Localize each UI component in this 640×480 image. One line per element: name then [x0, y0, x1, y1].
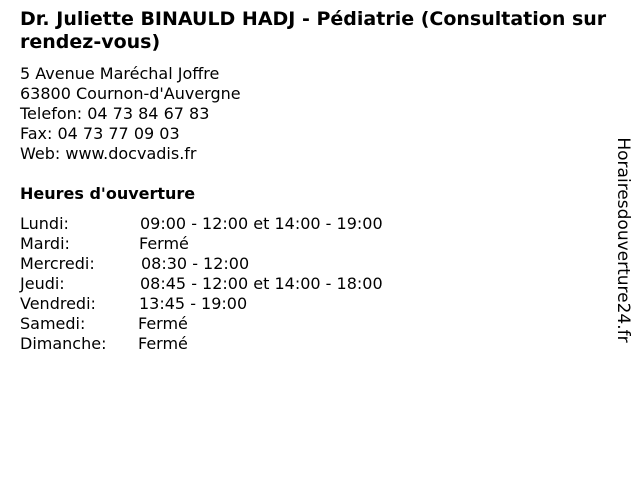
city-postcode: 63800 Cournon-d'Auvergne [20, 84, 241, 103]
day-label: Samedi: [20, 314, 86, 333]
hours-value: Fermé [138, 314, 188, 333]
day-label: Mardi: [20, 234, 70, 253]
day-label: Mercredi: [20, 254, 95, 273]
day-label: Vendredi: [20, 294, 96, 313]
hours-value: Fermé [138, 334, 188, 353]
hours-value: 08:45 - 12:00 et 14:00 - 18:00 [140, 274, 383, 293]
phone-number: Telefon: 04 73 84 67 83 [20, 104, 210, 123]
day-label: Dimanche: [20, 334, 107, 353]
hours-value: Fermé [139, 234, 189, 253]
street-address: 5 Avenue Maréchal Joffre [20, 64, 220, 83]
page-title: Dr. Juliette BINAULD HADJ - Pédiatrie (Consultation sur rendez-vous) [20, 8, 607, 53]
website: Web: www.docvadis.fr [20, 144, 197, 163]
day-label: Jeudi: [20, 274, 65, 293]
fax-number: Fax: 04 73 77 09 03 [20, 124, 180, 143]
hours-heading: Heures d'ouverture [20, 184, 196, 203]
contact-block [20, 64, 241, 164]
hours-value: 08:30 - 12:00 [141, 254, 250, 273]
hours-value: 09:00 - 12:00 et 14:00 - 19:00 [140, 214, 383, 233]
hours-value: 13:45 - 19:00 [139, 294, 248, 313]
site-watermark: Horairesdouverture24.fr [613, 137, 633, 343]
day-label: Lundi: [20, 214, 69, 233]
